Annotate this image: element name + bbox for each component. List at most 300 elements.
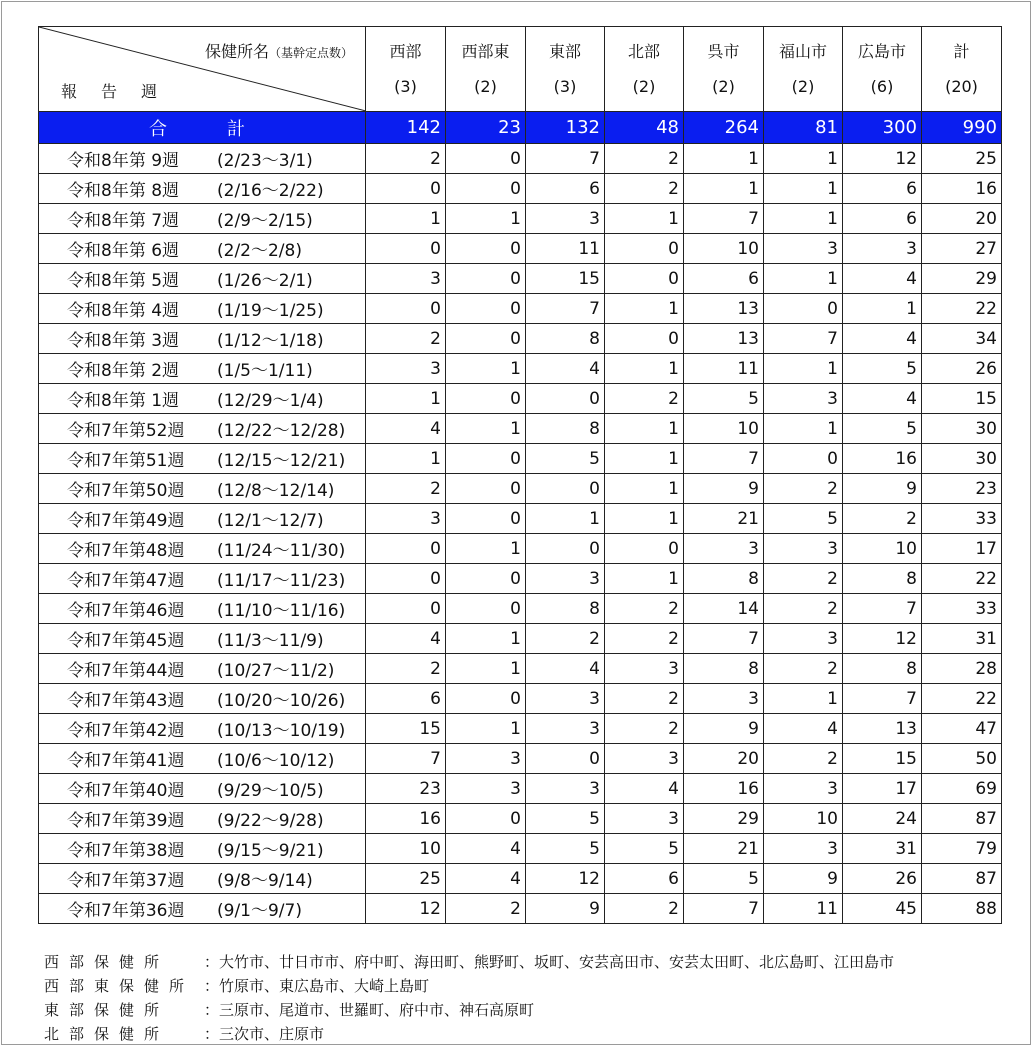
column-name: 広島市: [857, 42, 906, 61]
value-cell: 2: [764, 564, 843, 594]
value-cell: 25: [366, 864, 446, 894]
value-cell: 0: [446, 234, 526, 264]
value-cell: 1: [764, 414, 843, 444]
value-cell: 2: [843, 504, 922, 534]
value-cell: 47: [922, 714, 1002, 744]
column-name: 呉市: [707, 42, 740, 61]
column-name: 北部: [627, 42, 660, 61]
value-cell: 4: [843, 264, 922, 294]
value-cell: 7: [843, 684, 922, 714]
value-cell: 3: [764, 834, 843, 864]
value-cell: 15: [843, 744, 922, 774]
value-cell: 1: [764, 174, 843, 204]
value-cell: 20: [922, 204, 1002, 234]
table-row: [39, 384, 1002, 414]
value-cell: 1: [764, 354, 843, 384]
week-label-cell: [39, 564, 366, 594]
value-cell: 0: [446, 474, 526, 504]
week-label: 令和8年第 1週: [67, 391, 180, 411]
footnote-label: 北部保健所: [44, 1025, 170, 1043]
week-label: 令和8年第 8週: [67, 181, 180, 201]
value-cell: 0: [605, 264, 684, 294]
table-row: [39, 624, 1002, 654]
value-cell: 26: [922, 354, 1002, 384]
value-cell: 2: [764, 474, 843, 504]
value-cell: 0: [605, 534, 684, 564]
week-label: 令和7年第48週: [67, 541, 185, 561]
value-cell: 3: [526, 714, 605, 744]
value-cell: 12: [366, 894, 446, 924]
week-label: 令和7年第36週: [67, 901, 185, 921]
value-cell: 5: [526, 804, 605, 834]
column-header: [526, 27, 605, 112]
value-cell: 12: [843, 144, 922, 174]
column-points: (3): [394, 77, 417, 96]
table-row: [39, 204, 1002, 234]
value-cell: 16: [684, 774, 764, 804]
value-cell: 2: [764, 654, 843, 684]
value-cell: 0: [366, 234, 446, 264]
value-cell: 5: [526, 444, 605, 474]
value-cell: 0: [366, 564, 446, 594]
value-cell: 7: [366, 744, 446, 774]
table-row: [39, 864, 1002, 894]
week-label-cell: [39, 444, 366, 474]
value-cell: 0: [366, 534, 446, 564]
total-cell: 81: [764, 112, 843, 144]
footnote-line: [44, 950, 894, 974]
value-cell: 7: [764, 324, 843, 354]
value-cell: 2: [605, 144, 684, 174]
footnote-text: ：三原市、尾道市、世羅町、府中市、神石高原町: [204, 1001, 535, 1019]
value-cell: 2: [366, 474, 446, 504]
column-points: (6): [870, 77, 894, 96]
week-label-cell: [39, 654, 366, 684]
table-row: [39, 714, 1002, 744]
value-cell: 2: [605, 894, 684, 924]
week-label-cell: [39, 204, 366, 234]
corner-top-note: （基幹定点数）: [268, 46, 353, 60]
value-cell: 1: [446, 204, 526, 234]
value-cell: 8: [526, 324, 605, 354]
value-cell: 3: [446, 774, 526, 804]
value-cell: 9: [843, 474, 922, 504]
value-cell: 4: [526, 654, 605, 684]
week-label: 令和7年第38週: [67, 841, 185, 861]
value-cell: 6: [366, 684, 446, 714]
value-cell: 5: [605, 834, 684, 864]
value-cell: 6: [605, 864, 684, 894]
value-cell: 1: [605, 414, 684, 444]
table-row: [39, 174, 1002, 204]
week-label-cell: [39, 264, 366, 294]
value-cell: 2: [366, 324, 446, 354]
week-label: 令和7年第40週: [67, 781, 185, 801]
week-label-cell: [39, 744, 366, 774]
value-cell: 1: [605, 354, 684, 384]
week-range: (9/15～9/21): [217, 841, 324, 861]
week-label-cell: [39, 894, 366, 924]
week-label: 令和7年第49週: [67, 511, 185, 531]
value-cell: 1: [446, 414, 526, 444]
week-label-cell: [39, 504, 366, 534]
table-row: [39, 774, 1002, 804]
value-cell: 3: [684, 534, 764, 564]
footnote-text: ：三次市、庄原市: [204, 1025, 325, 1043]
value-cell: 3: [366, 264, 446, 294]
value-cell: 1: [684, 174, 764, 204]
value-cell: 10: [764, 804, 843, 834]
value-cell: 3: [764, 384, 843, 414]
value-cell: 6: [843, 174, 922, 204]
total-cell: 990: [922, 112, 1002, 144]
value-cell: 17: [843, 774, 922, 804]
value-cell: 10: [684, 414, 764, 444]
week-label: 令和8年第 2週: [67, 361, 180, 381]
corner-bottom-label: 報告週: [61, 82, 182, 101]
week-label-cell: [39, 414, 366, 444]
value-cell: 3: [764, 234, 843, 264]
value-cell: 13: [684, 324, 764, 354]
value-cell: 0: [446, 174, 526, 204]
value-cell: 6: [526, 174, 605, 204]
value-cell: 31: [922, 624, 1002, 654]
value-cell: 45: [843, 894, 922, 924]
value-cell: 15: [922, 384, 1002, 414]
column-header: [605, 27, 684, 112]
value-cell: 87: [922, 864, 1002, 894]
footnote-line: [44, 974, 894, 998]
value-cell: 1: [446, 534, 526, 564]
value-cell: 22: [922, 564, 1002, 594]
value-cell: 2: [366, 144, 446, 174]
table-row: [39, 894, 1002, 924]
value-cell: 2: [764, 594, 843, 624]
value-cell: 10: [366, 834, 446, 864]
total-cell: 132: [526, 112, 605, 144]
value-cell: 4: [605, 774, 684, 804]
value-cell: 1: [526, 504, 605, 534]
value-cell: 8: [684, 654, 764, 684]
footnote-label: 東部保健所: [44, 1001, 170, 1019]
value-cell: 2: [605, 384, 684, 414]
footnote-line: [44, 1022, 894, 1046]
value-cell: 7: [684, 204, 764, 234]
week-label: 令和7年第52週: [67, 421, 185, 441]
week-label: 令和7年第46週: [67, 601, 185, 621]
week-label: 令和8年第 3週: [67, 331, 180, 351]
value-cell: 10: [684, 234, 764, 264]
column-points: (3): [553, 77, 577, 96]
value-cell: 1: [605, 504, 684, 534]
week-label: 令和7年第39週: [67, 811, 185, 831]
table-body: [39, 112, 1002, 924]
week-label-cell: [39, 594, 366, 624]
week-range: (11/24～11/30): [217, 541, 346, 561]
value-cell: 33: [922, 594, 1002, 624]
value-cell: 28: [922, 654, 1002, 684]
week-label-cell: [39, 294, 366, 324]
column-header: [764, 27, 843, 112]
value-cell: 0: [446, 444, 526, 474]
table-row: [39, 594, 1002, 624]
value-cell: 7: [526, 294, 605, 324]
week-label-cell: [39, 534, 366, 564]
value-cell: 21: [684, 834, 764, 864]
value-cell: 23: [922, 474, 1002, 504]
value-cell: 12: [526, 864, 605, 894]
value-cell: 4: [446, 864, 526, 894]
week-label: 令和8年第 6週: [67, 241, 180, 261]
table-row: [39, 294, 1002, 324]
week-range: (10/27～11/2): [217, 661, 335, 681]
value-cell: 15: [366, 714, 446, 744]
value-cell: 50: [922, 744, 1002, 774]
value-cell: 0: [366, 594, 446, 624]
value-cell: 5: [843, 414, 922, 444]
week-label: 令和8年第 9週: [67, 151, 180, 171]
week-range: (2/9～2/15): [217, 211, 313, 231]
table-row: [39, 564, 1002, 594]
value-cell: 8: [526, 594, 605, 624]
value-cell: 2: [605, 714, 684, 744]
week-label-cell: [39, 804, 366, 834]
value-cell: 1: [605, 294, 684, 324]
value-cell: 0: [446, 144, 526, 174]
value-cell: 8: [843, 654, 922, 684]
value-cell: 9: [684, 714, 764, 744]
value-cell: 4: [526, 354, 605, 384]
week-label-cell: [39, 774, 366, 804]
table-row: [39, 744, 1002, 774]
value-cell: 0: [526, 384, 605, 414]
value-cell: 3: [605, 804, 684, 834]
value-cell: 8: [684, 564, 764, 594]
value-cell: 2: [764, 744, 843, 774]
value-cell: 15: [526, 264, 605, 294]
table-row: [39, 834, 1002, 864]
value-cell: 0: [605, 324, 684, 354]
value-cell: 30: [922, 414, 1002, 444]
week-range: (1/12～1/18): [217, 331, 324, 351]
value-cell: 3: [526, 684, 605, 714]
value-cell: 3: [526, 774, 605, 804]
value-cell: 3: [446, 744, 526, 774]
value-cell: 0: [526, 534, 605, 564]
value-cell: 0: [446, 504, 526, 534]
week-label: 令和7年第43週: [67, 691, 185, 711]
value-cell: 0: [446, 384, 526, 414]
value-cell: 26: [843, 864, 922, 894]
week-label-cell: [39, 354, 366, 384]
value-cell: 0: [446, 804, 526, 834]
value-cell: 0: [526, 744, 605, 774]
value-cell: 1: [366, 204, 446, 234]
value-cell: 29: [684, 804, 764, 834]
table-row: [39, 234, 1002, 264]
value-cell: 0: [764, 294, 843, 324]
value-cell: 6: [684, 264, 764, 294]
value-cell: 10: [843, 534, 922, 564]
week-range: (11/17～11/23): [217, 571, 346, 591]
value-cell: 0: [366, 174, 446, 204]
week-range: (9/8～9/14): [217, 871, 313, 891]
value-cell: 11: [764, 894, 843, 924]
value-cell: 4: [764, 714, 843, 744]
value-cell: 87: [922, 804, 1002, 834]
value-cell: 11: [684, 354, 764, 384]
table-row: [39, 354, 1002, 384]
value-cell: 4: [366, 414, 446, 444]
week-label-cell: [39, 234, 366, 264]
value-cell: 5: [684, 384, 764, 414]
corner-top-label: 保健所名（基幹定点数）: [204, 42, 353, 61]
column-points: (2): [791, 77, 815, 96]
value-cell: 0: [605, 234, 684, 264]
week-label: 令和7年第42週: [67, 721, 185, 741]
value-cell: 11: [526, 234, 605, 264]
column-name: 西部: [389, 42, 422, 61]
value-cell: 14: [684, 594, 764, 624]
value-cell: 1: [446, 654, 526, 684]
column-points: (2): [632, 77, 656, 96]
week-label-cell: [39, 474, 366, 504]
week-label-cell: [39, 324, 366, 354]
total-cell: 264: [684, 112, 764, 144]
table-row: [39, 144, 1002, 174]
value-cell: 20: [684, 744, 764, 774]
value-cell: 3: [843, 234, 922, 264]
table-row: [39, 264, 1002, 294]
value-cell: 5: [843, 354, 922, 384]
value-cell: 17: [922, 534, 1002, 564]
table-row: [39, 324, 1002, 354]
week-label-cell: [39, 834, 366, 864]
value-cell: 1: [366, 384, 446, 414]
value-cell: 16: [843, 444, 922, 474]
value-cell: 2: [526, 624, 605, 654]
value-cell: 16: [366, 804, 446, 834]
value-cell: 3: [605, 744, 684, 774]
total-row: [39, 112, 1002, 144]
value-cell: 79: [922, 834, 1002, 864]
weekly-report-table: [38, 26, 1002, 924]
value-cell: 16: [922, 174, 1002, 204]
column-header: [922, 27, 1002, 112]
value-cell: 22: [922, 684, 1002, 714]
value-cell: 12: [843, 624, 922, 654]
week-range: (9/1～9/7): [217, 901, 302, 921]
value-cell: 1: [605, 474, 684, 504]
table-row: [39, 654, 1002, 684]
week-range: (12/1～12/7): [217, 511, 324, 531]
week-label: 令和7年第50週: [67, 481, 185, 501]
column-name: 東部: [548, 42, 581, 61]
value-cell: 0: [446, 684, 526, 714]
week-range: (11/3～11/9): [217, 631, 324, 651]
week-range: (9/22～9/28): [217, 811, 324, 831]
value-cell: 24: [843, 804, 922, 834]
value-cell: 2: [605, 174, 684, 204]
value-cell: 3: [764, 774, 843, 804]
value-cell: 1: [446, 354, 526, 384]
week-label: 令和7年第37週: [67, 871, 185, 891]
week-label: 令和7年第51週: [67, 451, 185, 471]
value-cell: 6: [843, 204, 922, 234]
week-range: (12/22～12/28): [217, 421, 346, 441]
table-row: [39, 444, 1002, 474]
footnote-text: ：竹原市、東広島市、大崎上島町: [204, 977, 430, 995]
week-label: 令和8年第 7週: [67, 211, 180, 231]
footnote-label: 西部保健所: [44, 953, 170, 971]
value-cell: 1: [843, 294, 922, 324]
week-range: (9/29～10/5): [217, 781, 324, 801]
value-cell: 3: [684, 684, 764, 714]
value-cell: 1: [446, 624, 526, 654]
value-cell: 3: [764, 624, 843, 654]
value-cell: 34: [922, 324, 1002, 354]
week-range: (12/8～12/14): [217, 481, 335, 501]
value-cell: 2: [605, 624, 684, 654]
table-row: [39, 534, 1002, 564]
value-cell: 9: [764, 864, 843, 894]
column-points: (2): [712, 77, 735, 96]
value-cell: 22: [922, 294, 1002, 324]
header-row: [39, 27, 1002, 112]
value-cell: 1: [605, 564, 684, 594]
week-label: 令和7年第45週: [67, 631, 185, 651]
value-cell: 7: [526, 144, 605, 174]
value-cell: 8: [526, 414, 605, 444]
week-range: (1/5～1/11): [217, 361, 313, 381]
value-cell: 23: [366, 774, 446, 804]
total-cell: 48: [605, 112, 684, 144]
value-cell: 0: [446, 594, 526, 624]
table-row: [39, 474, 1002, 504]
header-corner-cell: [39, 27, 366, 112]
value-cell: 1: [764, 684, 843, 714]
column-points: (2): [474, 77, 497, 96]
column-points: (20): [945, 77, 978, 96]
value-cell: 0: [764, 444, 843, 474]
value-cell: 4: [843, 384, 922, 414]
week-label: 令和7年第44週: [67, 661, 185, 681]
value-cell: 31: [843, 834, 922, 864]
total-cell: 23: [446, 112, 526, 144]
value-cell: 0: [446, 264, 526, 294]
column-name: 福山市: [778, 42, 827, 61]
table-row: [39, 804, 1002, 834]
week-label-cell: [39, 624, 366, 654]
value-cell: 13: [684, 294, 764, 324]
value-cell: 21: [684, 504, 764, 534]
week-range: (10/20～10/26): [217, 691, 346, 711]
footnote-label: 西部東保健所: [44, 977, 195, 995]
week-range: (1/26～2/1): [217, 271, 313, 291]
value-cell: 0: [366, 294, 446, 324]
value-cell: 3: [526, 564, 605, 594]
week-range: (11/10～11/16): [217, 601, 346, 621]
value-cell: 0: [526, 474, 605, 504]
week-range: (2/23～3/1): [217, 151, 313, 171]
value-cell: 3: [764, 534, 843, 564]
footnotes: [44, 950, 894, 1046]
footnote-line: [44, 998, 894, 1022]
value-cell: 7: [684, 444, 764, 474]
value-cell: 30: [922, 444, 1002, 474]
week-label-cell: [39, 864, 366, 894]
column-header: [446, 27, 526, 112]
